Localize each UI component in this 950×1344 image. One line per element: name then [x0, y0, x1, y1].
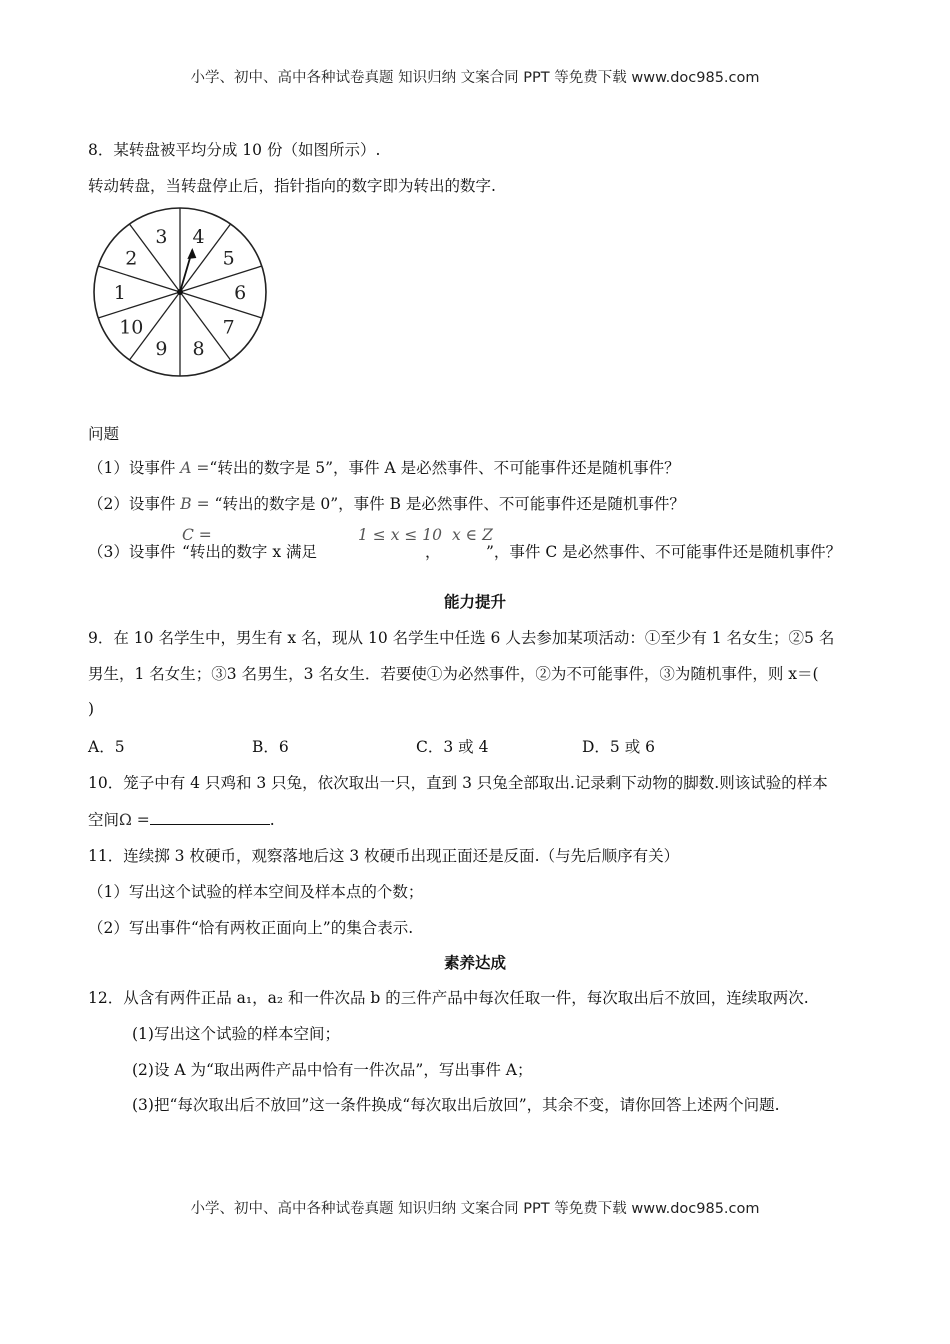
q8-part-1 — [88, 456, 680, 478]
q9-option-c: C．3 或 4 — [416, 738, 489, 756]
wheel-divider — [180, 292, 262, 318]
q8-part-2 — [88, 492, 685, 514]
q8-p3-prefix: （3）设事件 — [88, 543, 176, 561]
section-heading-ability: 能力提升 — [443, 593, 506, 611]
q9-line-1: 9．在 10 名学生中，男生有 x 名，现从 10 名学生中任选 6 人去参加某项活动：①至少有 1 名女生；②5 名 — [88, 629, 835, 647]
q11-part-2: （2）写出事件“恰有两枚正面向上”的集合表示. — [88, 919, 414, 937]
q8-p3-math-c: C = — [182, 526, 212, 544]
wheel-number-5: 5 — [222, 247, 235, 270]
q9-option-b: B．6 — [252, 738, 289, 756]
wheel-number-6: 6 — [234, 282, 247, 304]
pointer-arrowhead — [187, 248, 196, 259]
q11-part-1: （1）写出这个试验的样本空间及样本点的个数； — [88, 883, 424, 901]
q8-p2-math: B = — [180, 495, 210, 513]
wheel-number-7: 7 — [222, 316, 235, 339]
q9-line-3: ) — [88, 700, 95, 718]
q8-description: 转动转盘，当转盘停止后，指针指向的数字即为转出的数字. — [88, 177, 496, 195]
q11-line-1: 11．连续掷 3 枚硬币，观察落地后这 3 枚硬币出现正面还是反面.（与先后顺序有关） — [88, 847, 680, 865]
q8-p2-suffix: “转出的数字是 0”，事件 B 是必然事件、不可能事件还是随机事件？ — [209, 495, 685, 513]
q12-part-3: (3)把“每次取出后不放回”这一条件换成“每次取出后放回”，其余不变，请你回答上述两个问题. — [132, 1096, 780, 1114]
q8-p2-prefix: （2）设事件 — [88, 495, 181, 513]
wheel-number-10: 10 — [119, 316, 144, 339]
q8-p3-math-set: x ∈ Z — [452, 526, 493, 544]
q12-part-2: (2)设 A 为“取出两件产品中恰有一件次品”，写出事件 A； — [132, 1061, 533, 1079]
q8-p3-comma: ， — [425, 543, 441, 561]
q9-line-2: 男生，1 名女生；③3 名男生，3 名女生．若要使①为必然事件，②为不可能事件，③为随机事件，则 x＝( — [88, 665, 819, 683]
spinner-wheel-figure — [90, 204, 272, 382]
wheel-divider — [180, 266, 262, 292]
wheel-number-4: 4 — [192, 226, 205, 249]
wheel-number-2: 2 — [125, 247, 138, 270]
q8-stem: 8．某转盘被平均分成 10 份（如图所示）. — [88, 141, 381, 159]
wheel-number-3: 3 — [155, 226, 168, 249]
wheel-number-9: 9 — [155, 337, 168, 360]
q10-prefix: 空间 — [88, 811, 120, 829]
q8-p1-prefix: （1）设事件 — [88, 459, 181, 477]
q10-omega: Ω = — [119, 811, 150, 829]
wheel-divider — [98, 266, 180, 292]
q12-line-1: 12．从含有两件正品 a₁，a₂ 和一件次品 b 的三件产品中每次任取一件，每次取出后不放回，连续取两次. — [88, 989, 809, 1007]
q8-p3-math-ineq: 1 ≤ x ≤ 10 — [358, 526, 443, 544]
q10-suffix: . — [269, 811, 275, 829]
q8-p1-suffix: “转出的数字是 5”，事件 A 是必然事件、不可能事件还是随机事件？ — [209, 459, 680, 477]
q8-p3-suffix: ”，事件 C 是必然事件、不可能事件还是随机事件？ — [486, 543, 842, 561]
q8-p3-mid: “转出的数字 x 满足 — [182, 543, 318, 561]
page-header: 小学、初中、高中各种试卷真题 知识归纳 文案合同 PPT 等免费下载 www.doc985.com — [190, 70, 760, 86]
page-footer: 小学、初中、高中各种试卷真题 知识归纳 文案合同 PPT 等免费下载 www.doc985.com — [190, 1201, 760, 1217]
question-label: 问题 — [88, 425, 120, 443]
q8-p1-math: A = — [180, 459, 210, 477]
wheel-number-8: 8 — [192, 337, 205, 360]
q9-option-d: D．5 或 6 — [582, 738, 656, 756]
answer-blank — [150, 810, 270, 825]
q12-part-1: (1)写出这个试验的样本空间； — [132, 1025, 340, 1043]
q10-line-2 — [88, 808, 275, 830]
wheel-number-1: 1 — [113, 282, 126, 304]
spinner-wheel — [94, 208, 266, 376]
wheel-divider — [98, 292, 180, 318]
q10-line-1: 10．笼子中有 4 只鸡和 3 只兔，依次取出一只，直到 3 只兔全部取出.记录剩下动物的脚数.则该试验的样本 — [88, 774, 828, 792]
wheel-hub — [177, 289, 183, 295]
q9-option-a: A．5 — [88, 738, 125, 756]
section-heading-literacy: 素养达成 — [443, 954, 506, 972]
